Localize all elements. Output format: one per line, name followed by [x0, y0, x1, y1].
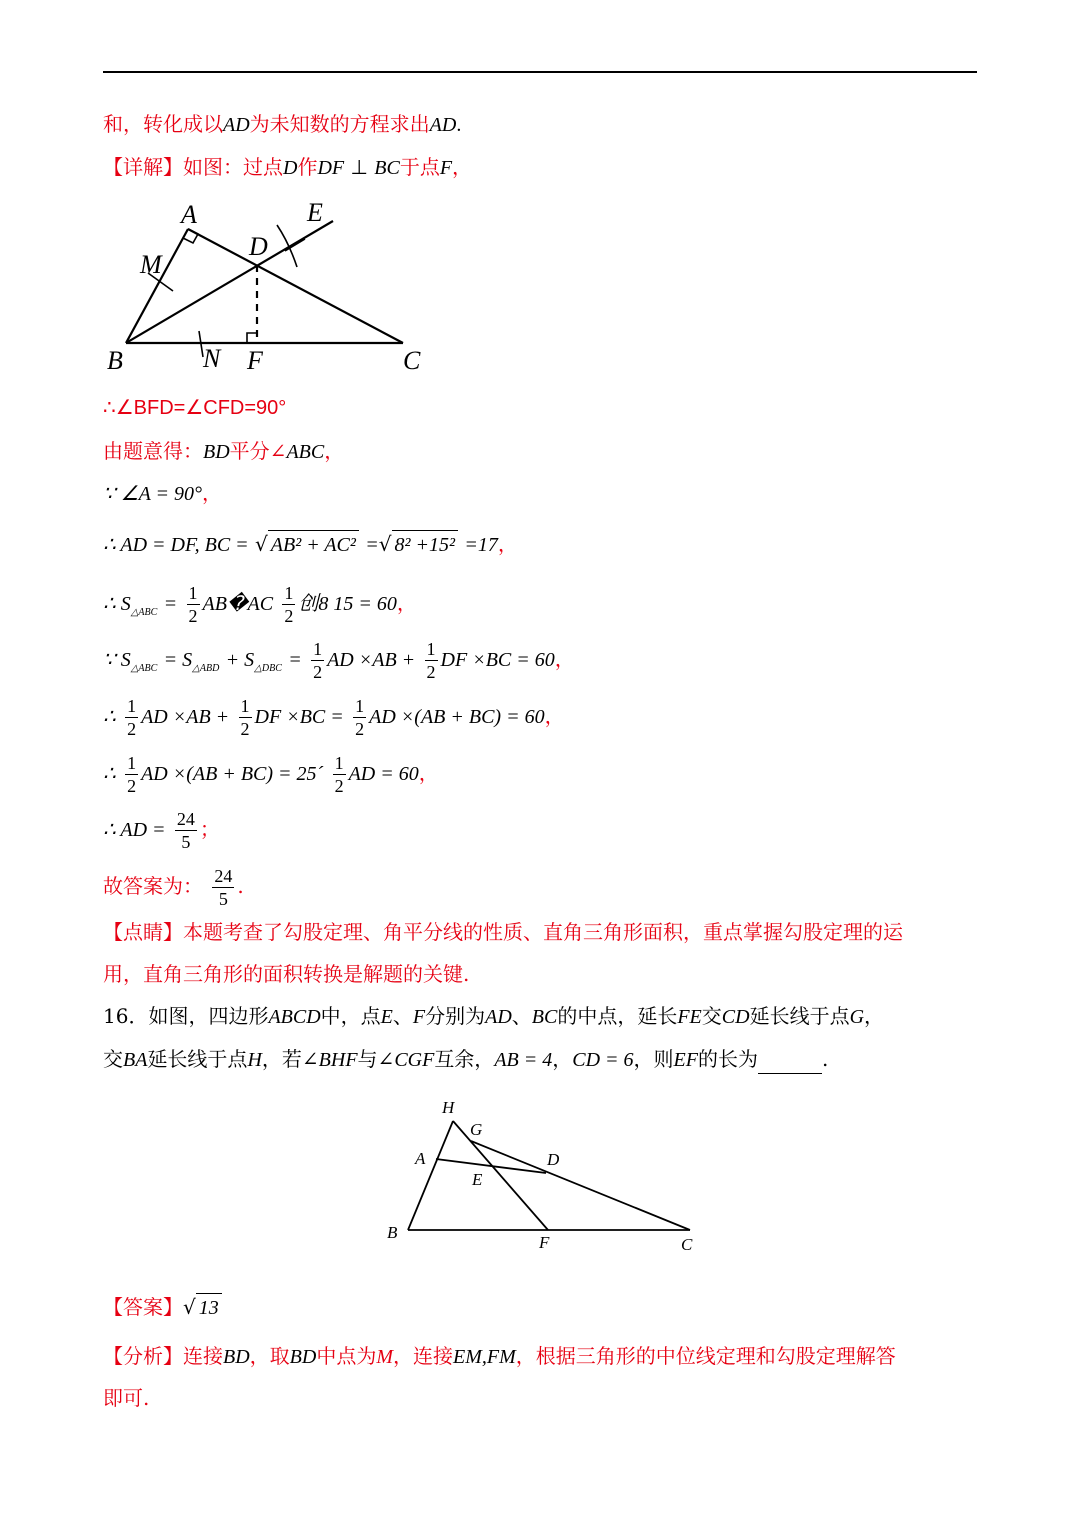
- top-rule: [103, 71, 977, 73]
- q16-line-2: 交BA延长线于点H，若∠BHF与∠CGF互余，AB = 4，CD = 6，则EF的长为 .: [103, 1045, 828, 1074]
- answer-blank: [758, 1051, 822, 1074]
- label-f: F: [539, 1233, 550, 1252]
- label-d: D: [249, 232, 268, 261]
- label-e: E: [307, 198, 323, 227]
- comment-line-2: 用，直角三角形的面积转换是解题的关键.: [103, 962, 470, 986]
- line-hf: [453, 1121, 548, 1230]
- step-angle-90: ∴∠BFD=∠CFD=90°: [103, 397, 287, 419]
- line-ac: [188, 229, 403, 343]
- label-d: D: [547, 1150, 560, 1169]
- label-m: M: [140, 250, 162, 279]
- step-factor: ∴ $\frac{1}{2}$ AD ×AB + $\frac{1}{2}$ DF ×BC = $\frac{1}{2}$ AD ×(AB + BC) = 60，: [103, 696, 565, 739]
- line-bh: [408, 1121, 453, 1230]
- analysis-line-1: 【分析】连接BD，取BD中点为M，连接EM,FM，根据三角形的中位线定理和勾股定理解答: [103, 1344, 896, 1368]
- step-area-sum: ∵ $S_{\triangle ABC} = S_{\triangle ABD} + S_{\triangle DBC}$ = $\frac{1}{2}$ AD ×AB + $\frac{1}{2}$ DF ×BC = 60，: [103, 639, 575, 682]
- label-g: G: [470, 1120, 483, 1139]
- step-area-abc: ∴ $S_{\triangle ABC}$ = $\frac{1}{2}$ AB�AC $\frac{1}{2}$ 创8 15 = 60，: [103, 583, 417, 626]
- sqrt-8-15: √ 8² +15²: [379, 530, 458, 559]
- label-n: N: [203, 344, 221, 373]
- right-angle-f: [247, 333, 257, 343]
- line-gc: [471, 1141, 690, 1230]
- line-ad: [436, 1159, 546, 1173]
- step-bc-17: ∴ AD = DF, BC = √ AB² + AC² = √ 8² +15² =17，: [103, 530, 518, 559]
- label-b: B: [107, 346, 123, 375]
- analysis-line-2: 即可.: [103, 1386, 150, 1410]
- label-h: H: [442, 1098, 455, 1117]
- answer-tag: 【答案】: [103, 1295, 183, 1319]
- intro-line: 和，转化成以AD为未知数的方程求出AD.: [103, 112, 462, 136]
- analysis-tag: 【分析】: [103, 1344, 183, 1368]
- figure-triangle-abc: [103, 193, 443, 387]
- label-b: B: [387, 1223, 398, 1242]
- figure-quadrilateral-abcd: [380, 1095, 710, 1259]
- label-c: C: [403, 346, 421, 375]
- step-angle-a: ∵ ∠A = 90°，: [103, 481, 223, 505]
- label-f: F: [247, 346, 263, 375]
- label-c: C: [681, 1235, 693, 1254]
- q16-line-1: 16．如图，四边形ABCD中，点E、F分别为AD、BC的中点，延长FE交CD延长线于点G，: [103, 1004, 885, 1028]
- detail-line: 【详解】如图：过点D作DF ⊥ BC于点F，: [103, 155, 473, 179]
- answer-line: [103, 1293, 222, 1322]
- step-bisector: 由题意得：BD平分∠ABC，: [103, 439, 345, 463]
- label-e: E: [472, 1170, 483, 1189]
- comment-line-1: 【点睛】本题考查了勾股定理、角平分线的性质、直角三角形面积，重点掌握勾股定理的运: [103, 920, 903, 944]
- detail-tag: 【详解】: [103, 155, 183, 179]
- label-a: A: [415, 1149, 426, 1168]
- line-be: [126, 221, 333, 343]
- step-25: ∴ $\frac{1}{2}$ AD ×(AB + BC) = 25´ $\frac{1}{2}$ AD = 60，: [103, 753, 439, 796]
- step-ad-result: ∴ AD = $\frac{24}{5}$ ；: [103, 809, 220, 852]
- answer-sqrt: √ 13: [183, 1293, 222, 1322]
- sqrt-ab-ac: √ AB² + AC²: [255, 530, 359, 559]
- label-a: A: [181, 200, 197, 229]
- final-answer-line: 故答案为： $\frac{24}{5}$ .: [103, 866, 244, 909]
